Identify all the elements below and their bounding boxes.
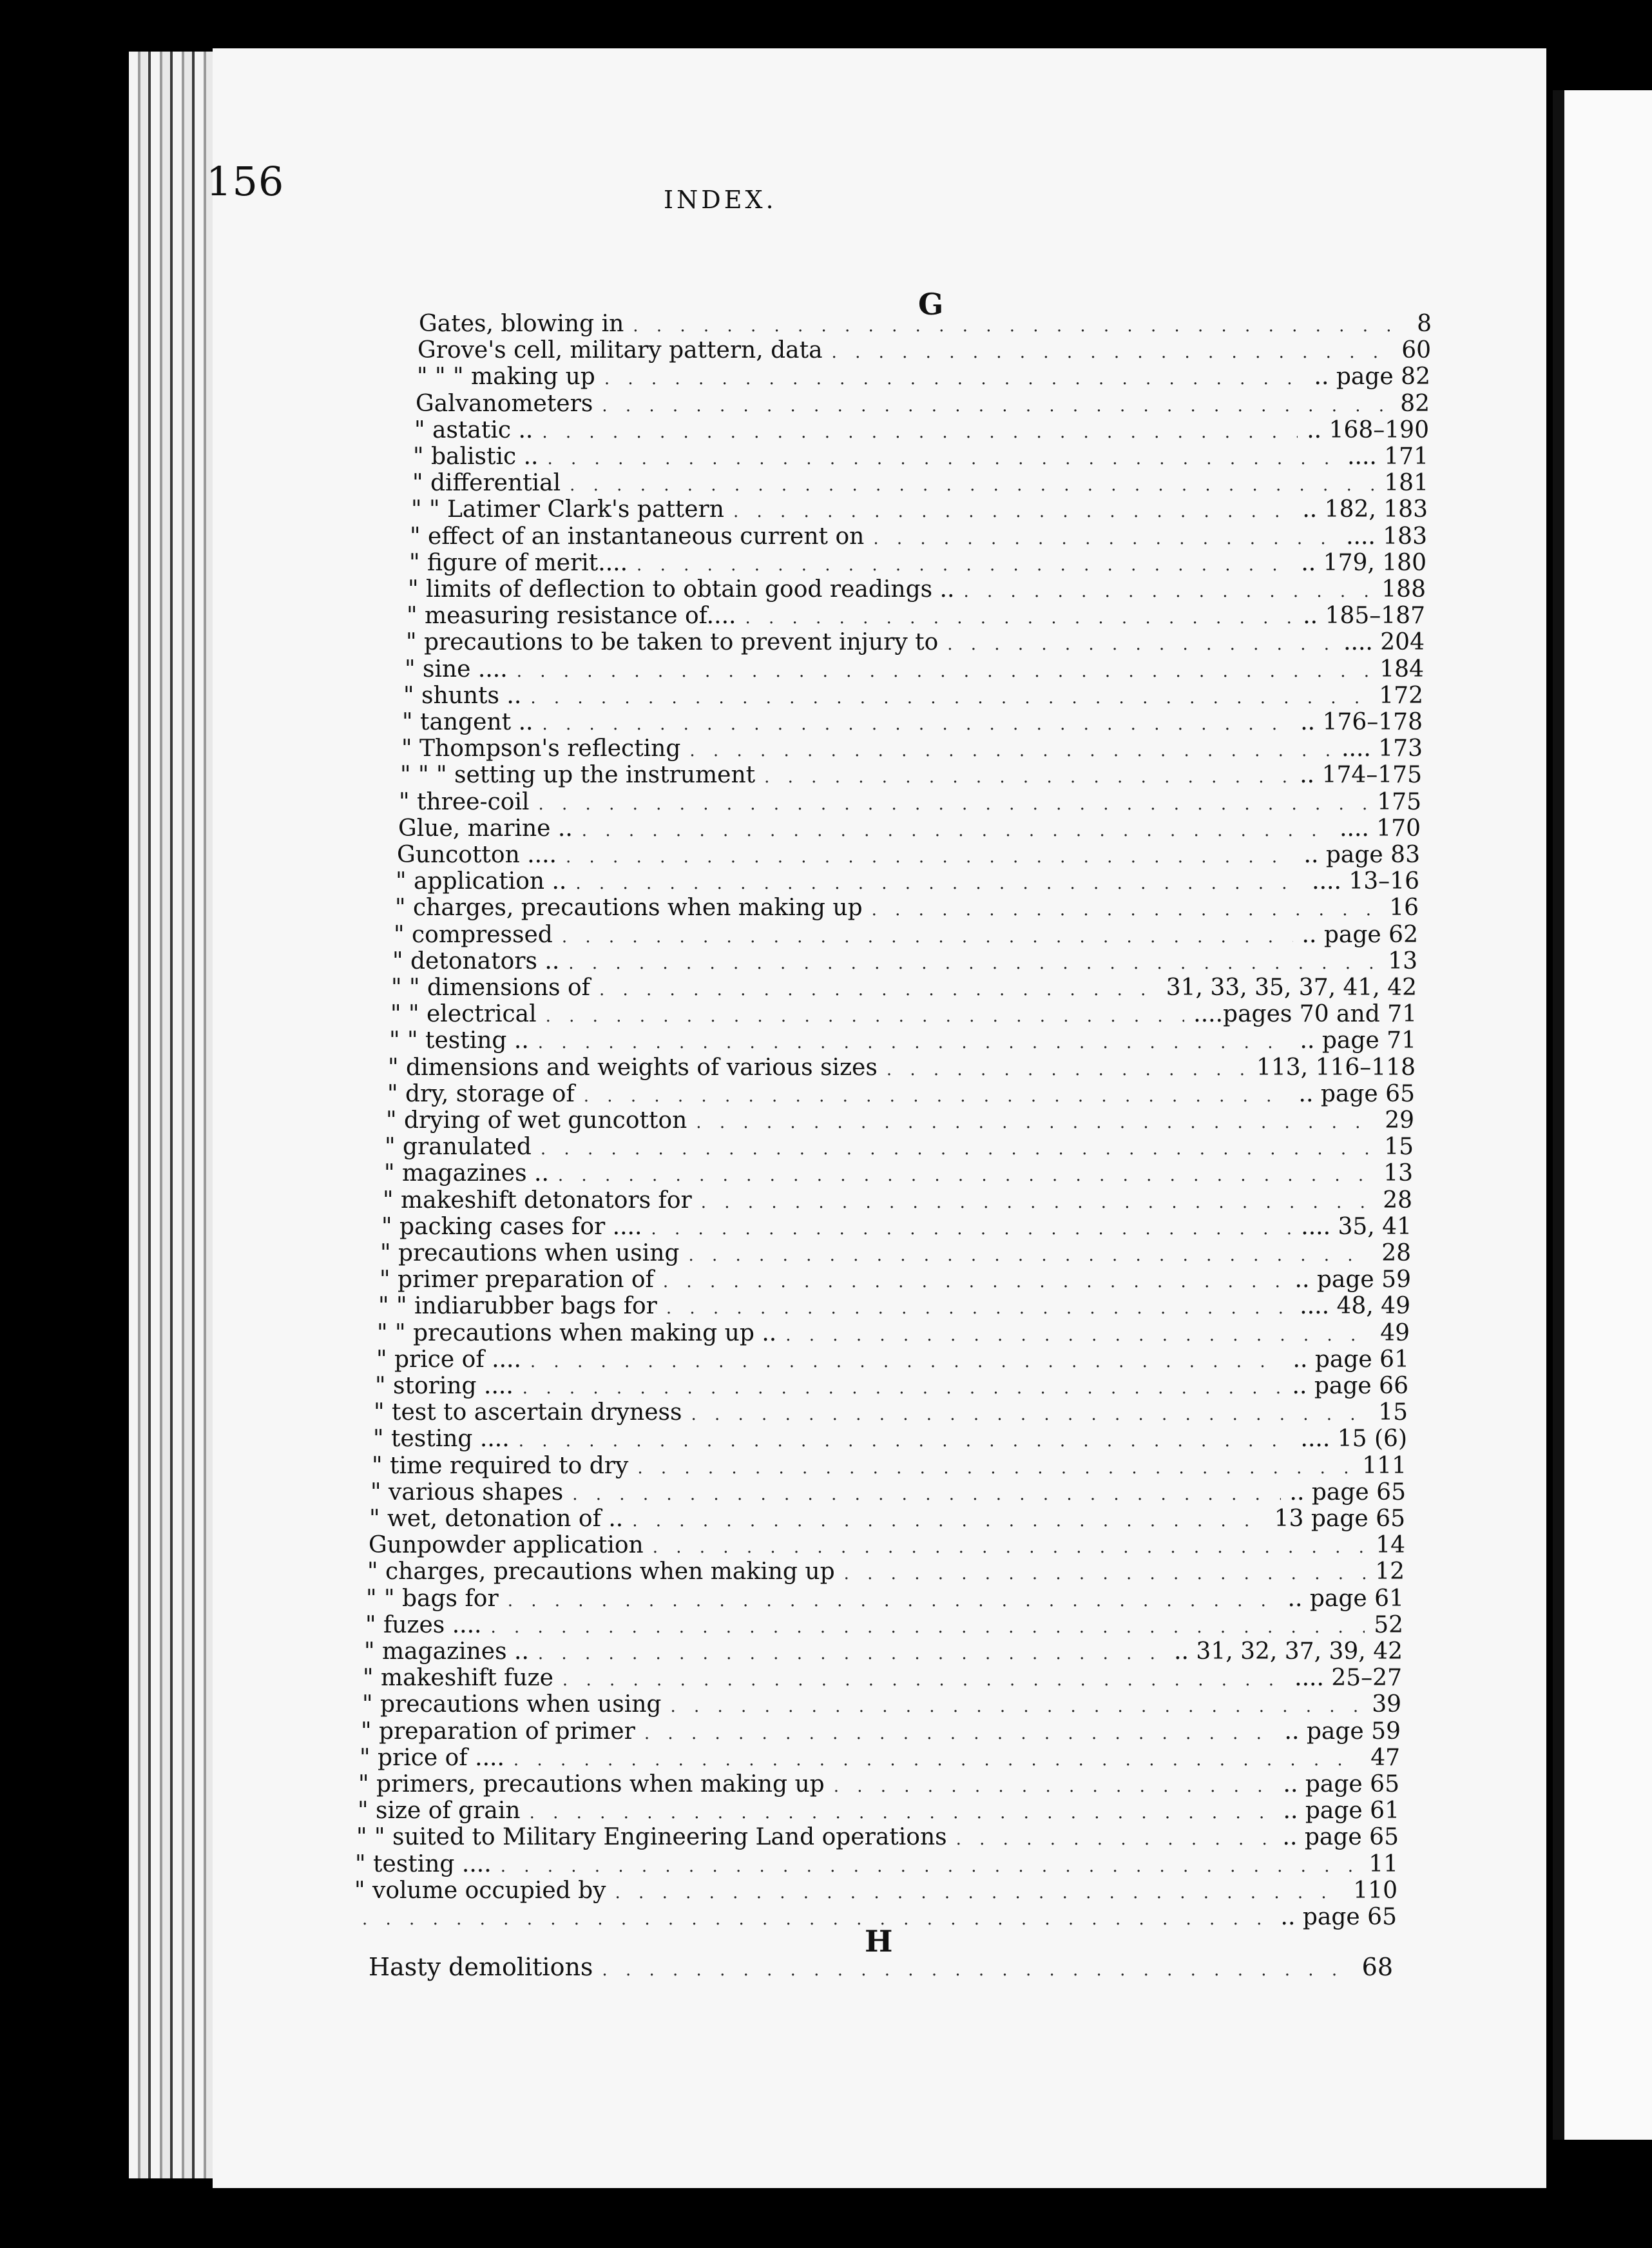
- index-entry: [377, 1320, 1410, 1347]
- entry-term: " " Latimer Clark's pattern: [411, 496, 724, 523]
- entry-term: " sine ....: [405, 655, 508, 683]
- leader-dots: [663, 1272, 1286, 1292]
- entry-term: " granulated: [385, 1134, 532, 1161]
- leader-dots: [872, 900, 1381, 920]
- leader-dots: [582, 821, 1330, 840]
- entry-page-ref: 13: [1383, 1160, 1413, 1187]
- entry-term: Gunpowder application: [369, 1532, 644, 1559]
- entry-term: " charges, precautions when making up: [367, 1558, 835, 1585]
- index-entry: [387, 1081, 1415, 1108]
- entry-page-ref: .. page 61: [1283, 1797, 1399, 1825]
- leader-dots: [530, 1803, 1274, 1823]
- entry-page-ref: .. page 65: [1289, 1478, 1406, 1506]
- leader-dots: [637, 556, 1292, 575]
- entry-page-ref: .. 185–187: [1303, 603, 1425, 630]
- index-entry: [400, 762, 1422, 789]
- index-entry: [372, 1453, 1407, 1480]
- entry-term: " measuring resistance of....: [407, 603, 736, 630]
- index-entry: [395, 895, 1419, 922]
- entry-page-ref: 11: [1369, 1850, 1398, 1877]
- entry-term: " makeshift fuze: [363, 1665, 553, 1692]
- index-entry: [363, 1665, 1402, 1692]
- entry-page-ref: .. 174–175: [1300, 762, 1422, 789]
- index-entry: [409, 550, 1426, 577]
- leader-dots: [947, 635, 1334, 654]
- entry-term: " magazines ..: [364, 1638, 529, 1665]
- leader-dots: [572, 1485, 1280, 1504]
- entry-term: " testing ....: [355, 1850, 492, 1877]
- leader-dots: [956, 1830, 1274, 1849]
- entry-term: Guncotton ....: [397, 842, 557, 868]
- entry-term: " balistic ..: [413, 443, 539, 470]
- index-entry: [407, 603, 1425, 630]
- entry-page-ref: .. page 66: [1292, 1373, 1408, 1399]
- section-letter-g: G: [918, 287, 944, 322]
- leader-dots: [562, 1671, 1285, 1690]
- leader-dots: [542, 423, 1298, 442]
- leader-dots: [542, 715, 1291, 734]
- leader-dots: [539, 795, 1369, 814]
- leader-dots: [538, 1033, 1291, 1052]
- entry-term: " dimensions and weights of various sizes: [388, 1054, 878, 1081]
- entry-page-ref: ....pages 70 and 71: [1193, 1001, 1417, 1028]
- index-entry: [388, 1054, 1416, 1081]
- entry-page-ref: .... 171: [1347, 443, 1428, 470]
- entry-page-ref: 181: [1384, 470, 1428, 497]
- index-entry: [369, 1506, 1405, 1533]
- index-entry: [376, 1346, 1409, 1373]
- index-entry: [411, 496, 1428, 523]
- entry-term: Gates, blowing in: [419, 311, 624, 337]
- entry-page-ref: .. page 71: [1300, 1027, 1416, 1054]
- entry-term: " price of ....: [376, 1346, 521, 1373]
- entry-page-ref: 110: [1353, 1877, 1397, 1904]
- entry-page-ref: .... 13–16: [1312, 868, 1419, 895]
- entry-term: Galvanometers: [416, 390, 593, 417]
- leader-dots: [602, 1961, 1352, 1980]
- entry-page-ref: 15: [1384, 1134, 1414, 1161]
- index-entry: [364, 1638, 1403, 1665]
- index-entry: [356, 1824, 1399, 1851]
- index-entry: [383, 1187, 1412, 1214]
- entry-term: " figure of merit....: [409, 549, 628, 576]
- index-entry: [375, 1373, 1408, 1400]
- entry-page-ref: 49: [1380, 1319, 1410, 1346]
- index-entry: [392, 948, 1417, 975]
- entry-page-ref: 13: [1388, 947, 1417, 974]
- leader-dots: [523, 1379, 1283, 1398]
- leader-dots: [519, 1431, 1292, 1451]
- leader-dots: [517, 662, 1371, 681]
- entry-page-ref: .. 176–178: [1300, 709, 1423, 735]
- leader-dots: [666, 1299, 1291, 1318]
- index-entry: [380, 1240, 1411, 1267]
- entry-page-ref: 60: [1401, 337, 1431, 364]
- entry-page-ref: .. 31, 32, 37, 39, 42: [1174, 1638, 1403, 1665]
- entry-page-ref: .... 48, 49: [1300, 1293, 1410, 1320]
- leader-dots: [602, 396, 1391, 416]
- entry-page-ref: .... 15 (6): [1300, 1426, 1407, 1453]
- index-entry: [405, 656, 1424, 683]
- index-entry: [391, 974, 1417, 1002]
- index-entry: [401, 735, 1423, 762]
- entry-page-ref: .. page 65: [1282, 1824, 1399, 1851]
- entry-page-ref: 14: [1376, 1532, 1405, 1559]
- leader-dots: [670, 1697, 1363, 1716]
- entry-term: " " indiarubber bags for: [378, 1293, 657, 1320]
- entry-term: " astatic ..: [414, 416, 533, 443]
- leader-dots: [834, 1777, 1274, 1796]
- entry-page-ref: 172: [1379, 682, 1423, 709]
- entry-term: " volume occupied by: [354, 1877, 606, 1904]
- index-entry: [367, 1558, 1405, 1585]
- leader-dots: [566, 848, 1295, 867]
- leader-dots: [562, 927, 1293, 947]
- leader-dots: [508, 1591, 1279, 1611]
- entry-page-ref: 52: [1374, 1611, 1403, 1638]
- entry-page-ref: 12: [1375, 1558, 1405, 1585]
- leader-dots: [546, 1007, 1185, 1026]
- index-entry: [373, 1426, 1407, 1453]
- entry-page-ref: .. 182, 183: [1302, 496, 1428, 523]
- leader-dots: [514, 1750, 1361, 1770]
- entry-page-ref: 8: [1417, 311, 1432, 337]
- leader-dots: [733, 502, 1293, 521]
- index-entry: [369, 1953, 1393, 1980]
- leader-dots: [844, 1564, 1367, 1584]
- index-entry: [394, 922, 1418, 949]
- leader-dots: [530, 1352, 1284, 1371]
- leader-dots: [644, 1724, 1276, 1743]
- entry-term: " wet, detonation of ..: [369, 1506, 624, 1532]
- entry-term: " time required to dry: [372, 1452, 629, 1479]
- index-entry: [381, 1214, 1412, 1241]
- entry-term: " precautions when using: [362, 1691, 662, 1718]
- entry-page-ref: 16: [1389, 895, 1419, 922]
- entry-page-ref: 39: [1372, 1691, 1401, 1718]
- entry-term: " limits of deflection to obtain good readings ..: [408, 576, 955, 603]
- entry-term: " precautions when using: [380, 1240, 680, 1266]
- index-entry: [399, 789, 1421, 816]
- entry-page-ref: .... 204: [1343, 629, 1425, 656]
- entry-page-ref: 111: [1362, 1452, 1407, 1479]
- entry-term: Grove's cell, military pattern, data: [418, 337, 823, 364]
- entry-term: Glue, marine ..: [398, 815, 573, 842]
- entry-term: " price of ....: [360, 1744, 504, 1771]
- leader-dots: [764, 768, 1291, 787]
- entry-page-ref: .. page 65: [1298, 1080, 1415, 1107]
- index-entry: [406, 629, 1425, 656]
- entry-term: " makeshift detonators for: [383, 1187, 692, 1214]
- entry-term: " " precautions when making up ..: [377, 1319, 777, 1346]
- entry-page-ref: .. page 61: [1292, 1346, 1409, 1373]
- entry-term: " " testing ..: [389, 1027, 529, 1054]
- leader-dots: [887, 1060, 1247, 1080]
- leader-dots: [873, 529, 1337, 548]
- entry-page-ref: 188: [1381, 576, 1426, 603]
- index-entry: [358, 1771, 1399, 1798]
- leader-dots: [691, 1405, 1369, 1424]
- entry-page-ref: .. page 65: [1283, 1771, 1399, 1797]
- entry-page-ref: .. page 59: [1284, 1718, 1401, 1745]
- entry-term: " differential: [412, 470, 561, 497]
- index-entry: [417, 363, 1430, 391]
- entry-term: " effect of an instantaneous current on: [410, 523, 865, 550]
- entry-term: " storing ....: [375, 1373, 514, 1399]
- index-entry: [398, 815, 1421, 842]
- leader-dots: [490, 1618, 1365, 1637]
- leader-dots: [637, 1458, 1353, 1478]
- leader-dots: [696, 1113, 1376, 1132]
- entry-term: " primer preparation of: [379, 1266, 654, 1294]
- index-entry: [418, 337, 1431, 364]
- entry-page-ref: 82: [1400, 390, 1430, 417]
- entry-term: " detonators ..: [392, 947, 560, 974]
- leader-dots: [570, 476, 1375, 495]
- entry-term: " " " setting up the instrument: [400, 762, 756, 789]
- index-entry: [379, 1266, 1411, 1294]
- index-entry: [396, 868, 1419, 895]
- entry-page-ref: 113, 116–118: [1256, 1054, 1416, 1081]
- index-entry: [355, 1851, 1398, 1878]
- leader-dots: [963, 582, 1372, 601]
- entry-page-ref: .. page 82: [1314, 363, 1430, 391]
- page-number: 156: [206, 158, 285, 205]
- entry-page-ref: 68: [1361, 1953, 1393, 1981]
- entry-term: " various shapes: [370, 1478, 564, 1506]
- entry-page-ref: .... 183: [1346, 523, 1427, 550]
- entry-page-ref: .... 170: [1340, 815, 1421, 842]
- entry-page-ref: .. 179, 180: [1301, 549, 1426, 576]
- leader-dots: [604, 369, 1305, 389]
- index-entry: [385, 1134, 1414, 1161]
- leader-dots: [651, 1219, 1292, 1239]
- leader-dots: [632, 1511, 1265, 1531]
- entry-page-ref: .. 168–190: [1307, 416, 1429, 443]
- entry-page-ref: .. page 62: [1301, 921, 1418, 948]
- entry-term: " fuzes ....: [365, 1611, 482, 1638]
- entry-page-ref: .... 173: [1341, 735, 1423, 762]
- index-entry: [354, 1877, 1397, 1904]
- index-entry: [416, 391, 1430, 418]
- index-entry: [402, 709, 1423, 736]
- leader-dots: [599, 980, 1157, 1000]
- leader-dots: [558, 1166, 1374, 1185]
- entry-term: " " dimensions of: [391, 974, 590, 1001]
- entry-term: " magazines ..: [384, 1160, 549, 1187]
- entry-page-ref: 28: [1381, 1240, 1411, 1266]
- entry-page-ref: .. page 59: [1294, 1266, 1411, 1294]
- entry-page-ref: .. page 83: [1303, 842, 1420, 868]
- leader-dots: [362, 1910, 1272, 1929]
- index-entry: [369, 1532, 1405, 1559]
- entry-term: " compressed: [394, 921, 553, 948]
- leader-dots: [615, 1883, 1345, 1903]
- leader-dots: [688, 1246, 1372, 1265]
- index-entry: [384, 1160, 1413, 1187]
- index-entry: [390, 1001, 1417, 1028]
- entry-term: Hasty demolitions: [369, 1953, 593, 1981]
- index-entry: [386, 1107, 1414, 1134]
- index-entry: [365, 1612, 1403, 1639]
- entry-term: " size of grain: [358, 1797, 521, 1825]
- entry-term: " " electrical: [390, 1001, 537, 1028]
- leader-dots: [701, 1193, 1374, 1212]
- entry-term: " shunts ..: [403, 682, 522, 709]
- entry-term: " primers, precautions when making up: [358, 1771, 825, 1797]
- entry-term: " " bags for: [366, 1585, 499, 1612]
- leader-dots: [584, 1087, 1290, 1106]
- leader-dots: [568, 954, 1379, 973]
- index-entry: [358, 1797, 1399, 1825]
- entry-page-ref: .... 25–27: [1294, 1665, 1402, 1692]
- index-entry: [362, 1691, 1401, 1718]
- index-entry: [353, 1904, 1397, 1931]
- section-letter-h: H: [865, 1924, 893, 1959]
- entry-term: " three-coil: [399, 788, 530, 815]
- index-entry: [397, 842, 1420, 869]
- entry-page-ref: 29: [1385, 1107, 1414, 1134]
- leader-dots: [538, 1644, 1165, 1663]
- running-head: INDEX.: [664, 186, 777, 214]
- index-entry: [410, 523, 1427, 550]
- leader-dots: [745, 608, 1294, 628]
- index-entry: [403, 683, 1423, 710]
- entry-term: " tangent ..: [402, 709, 533, 735]
- entry-term: " test to ascertain dryness: [374, 1399, 682, 1426]
- entry-page-ref: 15: [1378, 1399, 1408, 1426]
- leader-dots: [653, 1538, 1367, 1557]
- index-entry: [419, 311, 1432, 338]
- entry-term: " drying of wet guncotton: [386, 1107, 687, 1134]
- index-entry: [414, 417, 1429, 444]
- index-entry: [361, 1718, 1401, 1745]
- index-entry: [412, 470, 1428, 497]
- index-entry: [374, 1399, 1408, 1426]
- index-entry: [366, 1585, 1404, 1613]
- leader-dots: [541, 1139, 1375, 1159]
- entry-page-ref: .... 35, 41: [1301, 1213, 1412, 1240]
- entry-page-ref: 47: [1370, 1744, 1400, 1771]
- entry-page-ref: 31, 33, 35, 37, 41, 42: [1166, 974, 1417, 1001]
- entry-term: " precautions to be taken to prevent injury to: [406, 629, 939, 656]
- leader-dots: [832, 343, 1393, 362]
- index-entry: [360, 1745, 1400, 1772]
- entry-term: " Thompson's reflecting: [401, 735, 681, 762]
- entry-page-ref: 184: [1379, 655, 1424, 683]
- leader-dots: [785, 1326, 1371, 1345]
- entry-term: " preparation of primer: [361, 1718, 635, 1745]
- index-entry: [408, 576, 1426, 603]
- entry-term: " dry, storage of: [387, 1080, 575, 1107]
- entry-term: " application ..: [396, 868, 567, 895]
- leader-dots: [547, 449, 1338, 469]
- entry-term: " packing cases for ....: [381, 1213, 642, 1240]
- leader-dots: [575, 874, 1303, 893]
- entry-page-ref: 175: [1377, 788, 1421, 815]
- index-entry: [389, 1027, 1416, 1054]
- index-entry: [413, 443, 1428, 470]
- leader-dots: [501, 1857, 1360, 1876]
- leader-dots: [633, 316, 1408, 336]
- entry-page-ref: .. page 65: [1280, 1904, 1397, 1930]
- entry-page-ref: 13 page 65: [1274, 1506, 1405, 1532]
- index-entry: [370, 1479, 1406, 1506]
- index-entry: [378, 1293, 1410, 1320]
- entry-page-ref: 28: [1383, 1187, 1412, 1214]
- entry-term: " " " making up: [417, 363, 595, 391]
- entry-term: " testing ....: [373, 1426, 510, 1453]
- entry-page-ref: .. page 61: [1287, 1585, 1404, 1612]
- leader-dots: [530, 688, 1370, 708]
- entry-term: " charges, precautions when making up: [395, 895, 863, 922]
- leader-dots: [689, 741, 1332, 761]
- entry-term: " " suited to Military Engineering Land operations: [356, 1824, 947, 1851]
